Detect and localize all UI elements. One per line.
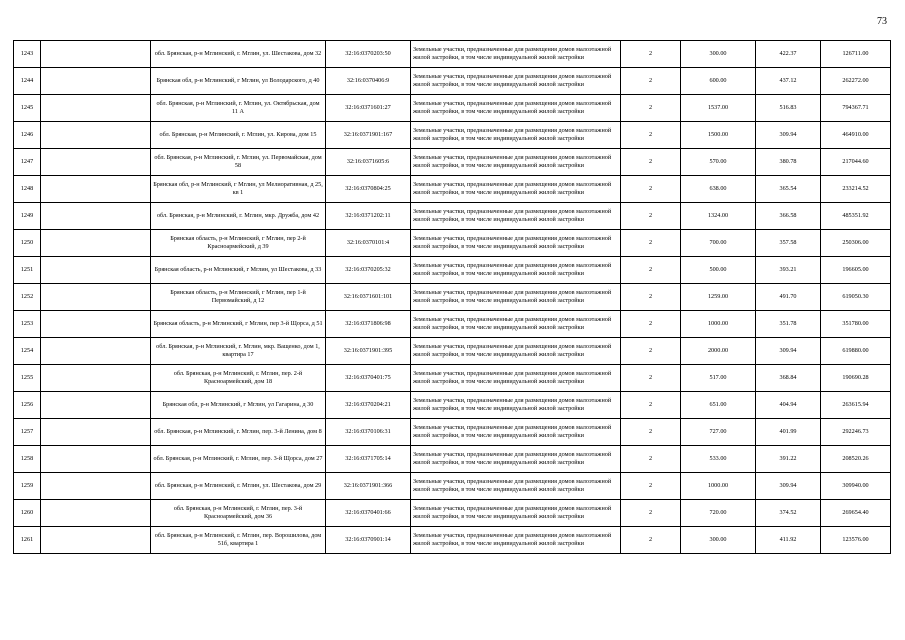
address-cell: Брянская обл, р-н Мглинский, г Мглин, ул Володарского, д 40 [151,68,326,95]
table-row [14,500,891,527]
cadastral-value-cell: 309940.00 [821,473,891,500]
cadastral-number-cell: 32:16:0371901:167 [326,122,411,149]
land-use-cell: Земельные участки, предназначенные для размещения домов малоэтажной жилой застройки, в том числе индивидуальной жилой застройки [411,446,621,473]
spacer-cell [41,41,151,68]
spacer-cell [41,338,151,365]
spacer-cell [41,419,151,446]
unit-value-cell: 365.54 [756,176,821,203]
area-cell: 638.00 [681,176,756,203]
area-cell: 1500.00 [681,122,756,149]
row-id-cell: 1252 [14,284,41,311]
spacer-cell [41,149,151,176]
group-cell: 2 [621,41,681,68]
land-use-cell: Земельные участки, предназначенные для размещения домов малоэтажной жилой застройки, в том числе индивидуальной жилой застройки [411,284,621,311]
cadastral-number-cell: 32:16:0371601:27 [326,95,411,122]
row-id-cell: 1245 [14,95,41,122]
address-cell: обл. Брянская, р-н Мглинский, г. Мглин, ул. Кирова, дом 15 [151,122,326,149]
group-cell: 2 [621,68,681,95]
address-cell: обл. Брянская, р-н Мглинский, г. Мглин, пер. 3-й Красноармейский, дом 36 [151,500,326,527]
land-use-cell: Земельные участки, предназначенные для размещения домов малоэтажной жилой застройки, в том числе индивидуальной жилой застройки [411,257,621,284]
unit-value-cell: 368.84 [756,365,821,392]
group-cell: 2 [621,176,681,203]
address-cell: Брянская область, р-н Мглинский, г Мглин, пер 2-й Красноармейский, д 39 [151,230,326,257]
spacer-cell [41,230,151,257]
area-cell: 517.00 [681,365,756,392]
row-id-cell: 1251 [14,257,41,284]
unit-value-cell: 391.22 [756,446,821,473]
spacer-cell [41,446,151,473]
cadastral-number-cell: 32:16:0370901:14 [326,527,411,554]
cadastral-value-cell: 619880.00 [821,338,891,365]
cadastral-number-cell: 32:16:0370804:25 [326,176,411,203]
land-use-cell: Земельные участки, предназначенные для размещения домов малоэтажной жилой застройки, в том числе индивидуальной жилой застройки [411,527,621,554]
spacer-cell [41,527,151,554]
cadastral-value-cell: 619050.30 [821,284,891,311]
group-cell: 2 [621,365,681,392]
area-cell: 727.00 [681,419,756,446]
cadastral-value-cell: 351780.00 [821,311,891,338]
cadastral-number-cell: 32:16:0371901:395 [326,338,411,365]
land-use-cell: Земельные участки, предназначенные для размещения домов малоэтажной жилой застройки, в том числе индивидуальной жилой застройки [411,338,621,365]
group-cell: 2 [621,392,681,419]
spacer-cell [41,311,151,338]
unit-value-cell: 374.52 [756,500,821,527]
table-row [14,365,891,392]
cadastral-value-cell: 123576.00 [821,527,891,554]
cadastral-value-cell: 126711.00 [821,41,891,68]
area-cell: 600.00 [681,68,756,95]
land-use-cell: Земельные участки, предназначенные для размещения домов малоэтажной жилой застройки, в том числе индивидуальной жилой застройки [411,311,621,338]
row-id-cell: 1243 [14,41,41,68]
address-cell: Брянская обл, р-н Мглинский, г Мглин, ул Гагарина, д 30 [151,392,326,419]
area-cell: 1000.00 [681,311,756,338]
table-row [14,68,891,95]
area-cell: 570.00 [681,149,756,176]
cadastral-number-cell: 32:16:0370101:4 [326,230,411,257]
land-use-cell: Земельные участки, предназначенные для размещения домов малоэтажной жилой застройки, в том числе индивидуальной жилой застройки [411,95,621,122]
spacer-cell [41,203,151,230]
group-cell: 2 [621,527,681,554]
unit-value-cell: 351.78 [756,311,821,338]
cadastral-value-cell: 794367.71 [821,95,891,122]
land-plot-table [13,40,891,554]
group-cell: 2 [621,122,681,149]
row-id-cell: 1258 [14,446,41,473]
group-cell: 2 [621,419,681,446]
cadastral-value-cell: 217044.60 [821,149,891,176]
area-cell: 1000.00 [681,473,756,500]
row-id-cell: 1247 [14,149,41,176]
row-id-cell: 1259 [14,473,41,500]
address-cell: обл. Брянская, р-н Мглинский, г. Мглин, ул. Шестакова, дом 29 [151,473,326,500]
table-row [14,392,891,419]
unit-value-cell: 357.58 [756,230,821,257]
cadastral-value-cell: 250306.00 [821,230,891,257]
table-row [14,338,891,365]
area-cell: 2000.00 [681,338,756,365]
table-row [14,419,891,446]
unit-value-cell: 309.94 [756,122,821,149]
row-id-cell: 1260 [14,500,41,527]
row-id-cell: 1261 [14,527,41,554]
table-row [14,230,891,257]
address-cell: Брянская область, р-н Мглинский, г Мглин, пер 3-й Щорса, д 51 [151,311,326,338]
address-cell: обл. Брянская, р-н Мглинский, г. Мглин, пер. Ворошилова, дом 51б, квартира 1 [151,527,326,554]
row-id-cell: 1255 [14,365,41,392]
group-cell: 2 [621,257,681,284]
cadastral-value-cell: 190690.28 [821,365,891,392]
address-cell: обл. Брянская, р-н Мглинский, г. Мглин, мкр. Дружба, дом 42 [151,203,326,230]
land-use-cell: Земельные участки, предназначенные для размещения домов малоэтажной жилой застройки, в том числе индивидуальной жилой застройки [411,419,621,446]
area-cell: 300.00 [681,527,756,554]
cadastral-value-cell: 263615.94 [821,392,891,419]
address-cell: обл. Брянская, р-н Мглинский, г. Мглин, мкр. Ващенко, дом 1, квартира 17 [151,338,326,365]
land-use-cell: Земельные участки, предназначенные для размещения домов малоэтажной жилой застройки, в том числе индивидуальной жилой застройки [411,500,621,527]
address-cell: Брянская обл, р-н Мглинский, г Мглин, ул Мелиоративная, д 25, кв 1 [151,176,326,203]
cadastral-number-cell: 32:16:0370106:31 [326,419,411,446]
spacer-cell [41,176,151,203]
area-cell: 1324.00 [681,203,756,230]
address-cell: обл. Брянская, р-н Мглинский, г. Мглин, пер. 2-й Красноармейский, дом 18 [151,365,326,392]
cadastral-number-cell: 32:16:0370205:32 [326,257,411,284]
row-id-cell: 1253 [14,311,41,338]
unit-value-cell: 309.94 [756,473,821,500]
cadastral-value-cell: 292246.73 [821,419,891,446]
group-cell: 2 [621,338,681,365]
group-cell: 2 [621,473,681,500]
page-number: 73 [877,16,887,27]
row-id-cell: 1244 [14,68,41,95]
table-row [14,311,891,338]
unit-value-cell: 516.83 [756,95,821,122]
cadastral-number-cell: 32:16:0371901:366 [326,473,411,500]
table-row [14,527,891,554]
cadastral-number-cell: 32:16:0371202:11 [326,203,411,230]
cadastral-value-cell: 262272.00 [821,68,891,95]
land-use-cell: Земельные участки, предназначенные для размещения домов малоэтажной жилой застройки, в том числе индивидуальной жилой застройки [411,122,621,149]
spacer-cell [41,95,151,122]
area-cell: 1537.00 [681,95,756,122]
group-cell: 2 [621,446,681,473]
table-row [14,284,891,311]
unit-value-cell: 411.92 [756,527,821,554]
cadastral-value-cell: 196605.00 [821,257,891,284]
row-id-cell: 1248 [14,176,41,203]
table-row [14,95,891,122]
table-row [14,122,891,149]
row-id-cell: 1246 [14,122,41,149]
address-cell: Брянская область, р-н Мглинский, г Мглин, пер 1-й Первомайский, д 12 [151,284,326,311]
row-id-cell: 1254 [14,338,41,365]
land-use-cell: Земельные участки, предназначенные для размещения домов малоэтажной жилой застройки, в том числе индивидуальной жилой застройки [411,41,621,68]
spacer-cell [41,284,151,311]
address-cell: обл. Брянская, р-н Мглинский, г. Мглин, пер. 3-й Ленина, дом 8 [151,419,326,446]
area-cell: 720.00 [681,500,756,527]
address-cell: обл. Брянская, р-н Мглинский, г. Мглин, пер. 3-й Щорса, дом 27 [151,446,326,473]
address-cell: Брянская область, р-н Мглинский, г Мглин, ул Шестакова, д 33 [151,257,326,284]
cadastral-number-cell: 32:16:0371806:98 [326,311,411,338]
row-id-cell: 1249 [14,203,41,230]
cadastral-number-cell: 32:16:0370401:75 [326,365,411,392]
area-cell: 533.00 [681,446,756,473]
group-cell: 2 [621,500,681,527]
area-cell: 500.00 [681,257,756,284]
spacer-cell [41,473,151,500]
unit-value-cell: 401.99 [756,419,821,446]
group-cell: 2 [621,284,681,311]
group-cell: 2 [621,203,681,230]
address-cell: обл. Брянская, р-н Мглинский, г. Мглин, ул. Октябрьская, дом 11 А [151,95,326,122]
land-use-cell: Земельные участки, предназначенные для размещения домов малоэтажной жилой застройки, в том числе индивидуальной жилой застройки [411,68,621,95]
land-use-cell: Земельные участки, предназначенные для размещения домов малоэтажной жилой застройки, в том числе индивидуальной жилой застройки [411,392,621,419]
land-use-cell: Земельные участки, предназначенные для размещения домов малоэтажной жилой застройки, в том числе индивидуальной жилой застройки [411,473,621,500]
land-use-cell: Земельные участки, предназначенные для размещения домов малоэтажной жилой застройки, в том числе индивидуальной жилой застройки [411,203,621,230]
spacer-cell [41,365,151,392]
cadastral-number-cell: 32:16:0371601:101 [326,284,411,311]
unit-value-cell: 404.94 [756,392,821,419]
spacer-cell [41,500,151,527]
table-row [14,149,891,176]
group-cell: 2 [621,95,681,122]
address-cell: обл. Брянская, р-н Мглинский, г. Мглин, ул. Первомайская, дом 58 [151,149,326,176]
cadastral-number-cell: 32:16:0370406:9 [326,68,411,95]
land-use-cell: Земельные участки, предназначенные для размещения домов малоэтажной жилой застройки, в том числе индивидуальной жилой застройки [411,230,621,257]
row-id-cell: 1256 [14,392,41,419]
unit-value-cell: 437.12 [756,68,821,95]
table-row [14,41,891,68]
land-use-cell: Земельные участки, предназначенные для размещения домов малоэтажной жилой застройки, в том числе индивидуальной жилой застройки [411,176,621,203]
row-id-cell: 1257 [14,419,41,446]
table-row [14,446,891,473]
unit-value-cell: 422.37 [756,41,821,68]
address-cell: обл. Брянская, р-н Мглинский, г. Мглин, ул. Шестакова, дом 32 [151,41,326,68]
area-cell: 651.00 [681,392,756,419]
cadastral-value-cell: 269654.40 [821,500,891,527]
spacer-cell [41,68,151,95]
spacer-cell [41,392,151,419]
cadastral-number-cell: 32:16:0371605:6 [326,149,411,176]
unit-value-cell: 309.94 [756,338,821,365]
unit-value-cell: 366.58 [756,203,821,230]
land-use-cell: Земельные участки, предназначенные для размещения домов малоэтажной жилой застройки, в том числе индивидуальной жилой застройки [411,149,621,176]
table-row [14,257,891,284]
unit-value-cell: 380.78 [756,149,821,176]
group-cell: 2 [621,311,681,338]
cadastral-value-cell: 208520.26 [821,446,891,473]
spacer-cell [41,257,151,284]
cadastral-value-cell: 464910.00 [821,122,891,149]
area-cell: 1259.00 [681,284,756,311]
cadastral-value-cell: 485351.92 [821,203,891,230]
unit-value-cell: 491.70 [756,284,821,311]
land-use-cell: Земельные участки, предназначенные для размещения домов малоэтажной жилой застройки, в том числе индивидуальной жилой застройки [411,365,621,392]
group-cell: 2 [621,230,681,257]
row-id-cell: 1250 [14,230,41,257]
area-cell: 300.00 [681,41,756,68]
table-row [14,203,891,230]
unit-value-cell: 393.21 [756,257,821,284]
group-cell: 2 [621,149,681,176]
cadastral-number-cell: 32:16:0370204:21 [326,392,411,419]
cadastral-number-cell: 32:16:0371705:14 [326,446,411,473]
cadastral-number-cell: 32:16:0370401:66 [326,500,411,527]
cadastral-number-cell: 32:16:0370203:50 [326,41,411,68]
area-cell: 700.00 [681,230,756,257]
table-row [14,176,891,203]
table-row [14,473,891,500]
cadastral-value-cell: 233214.52 [821,176,891,203]
spacer-cell [41,122,151,149]
